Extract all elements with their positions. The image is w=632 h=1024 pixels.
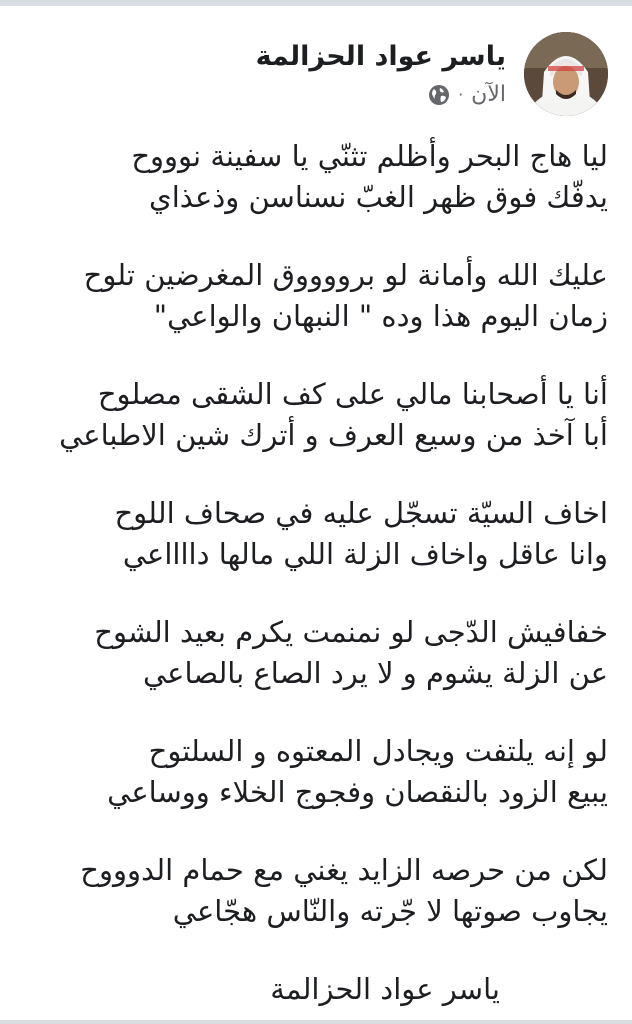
meta-separator: · bbox=[458, 85, 464, 104]
poem-line: خفافيش الدّجى لو نمنمت يكرم بعيد الشوح bbox=[94, 615, 608, 649]
post-card bbox=[0, 6, 632, 1020]
globe-icon[interactable] bbox=[428, 84, 450, 106]
poem-line: عن الزلة يشوم و لا يرد الصاع بالصاعي bbox=[143, 656, 608, 690]
avatar-image bbox=[524, 32, 608, 116]
poem-line: وانا عاقل واخاف الزلة اللي مالها دااااعي bbox=[122, 537, 608, 571]
stanza-6 bbox=[18, 731, 608, 813]
poem-line: عليك الله وأمانة لو برووووق المغرضين تلوح bbox=[83, 258, 608, 292]
poem-line: لكن من حرصه الزايد يغني مع حمام الدوووح bbox=[80, 853, 608, 887]
post-meta bbox=[256, 82, 506, 108]
poem-line: يبيع الزود بالنقصان وفجوج الخلاء ووساعي bbox=[107, 775, 608, 809]
stanza-4 bbox=[18, 493, 608, 575]
header-text bbox=[256, 32, 506, 108]
poem-line: أنا يا أصحابنا مالي على كف الشقى مصلوح bbox=[97, 377, 608, 411]
stanza-2 bbox=[18, 255, 608, 337]
stanza-1 bbox=[18, 136, 608, 218]
post-header bbox=[256, 32, 608, 124]
bottom-divider bbox=[0, 1020, 632, 1024]
post-time[interactable]: الآن bbox=[471, 82, 506, 107]
poem-line: يجاوب صوتها لا جّرته والنّاس هجّاعي bbox=[172, 894, 608, 928]
author-name[interactable]: ياسر عواد الحزالمة bbox=[255, 41, 506, 72]
poem-line: أبا آخذ من وسيع العرف و أترك شين الاطباعي bbox=[59, 418, 608, 452]
stanza-3 bbox=[18, 374, 608, 456]
poem-line: اخاف السيّة تسجّل عليه في صحاف اللوح bbox=[114, 496, 608, 530]
post-body bbox=[18, 136, 608, 1010]
poem-line: يدفّك فوق ظهر الغبّ نسناسن وذعذاي bbox=[149, 180, 608, 214]
poem-signature: ياسر عواد الحزالمة bbox=[270, 972, 500, 1006]
stanza-5 bbox=[18, 612, 608, 694]
poem-line: ليا هاج البحر وأظلم تثنّي يا سفينة نوووح bbox=[131, 139, 608, 173]
poem-line: لو إنه يلتفت ويجادل المعتوه و السلتوح bbox=[148, 734, 608, 768]
avatar[interactable] bbox=[524, 32, 608, 116]
poem-line: زمان اليوم هذا وده " النبهان والواعي" bbox=[153, 299, 608, 333]
stanza-7 bbox=[18, 850, 608, 932]
